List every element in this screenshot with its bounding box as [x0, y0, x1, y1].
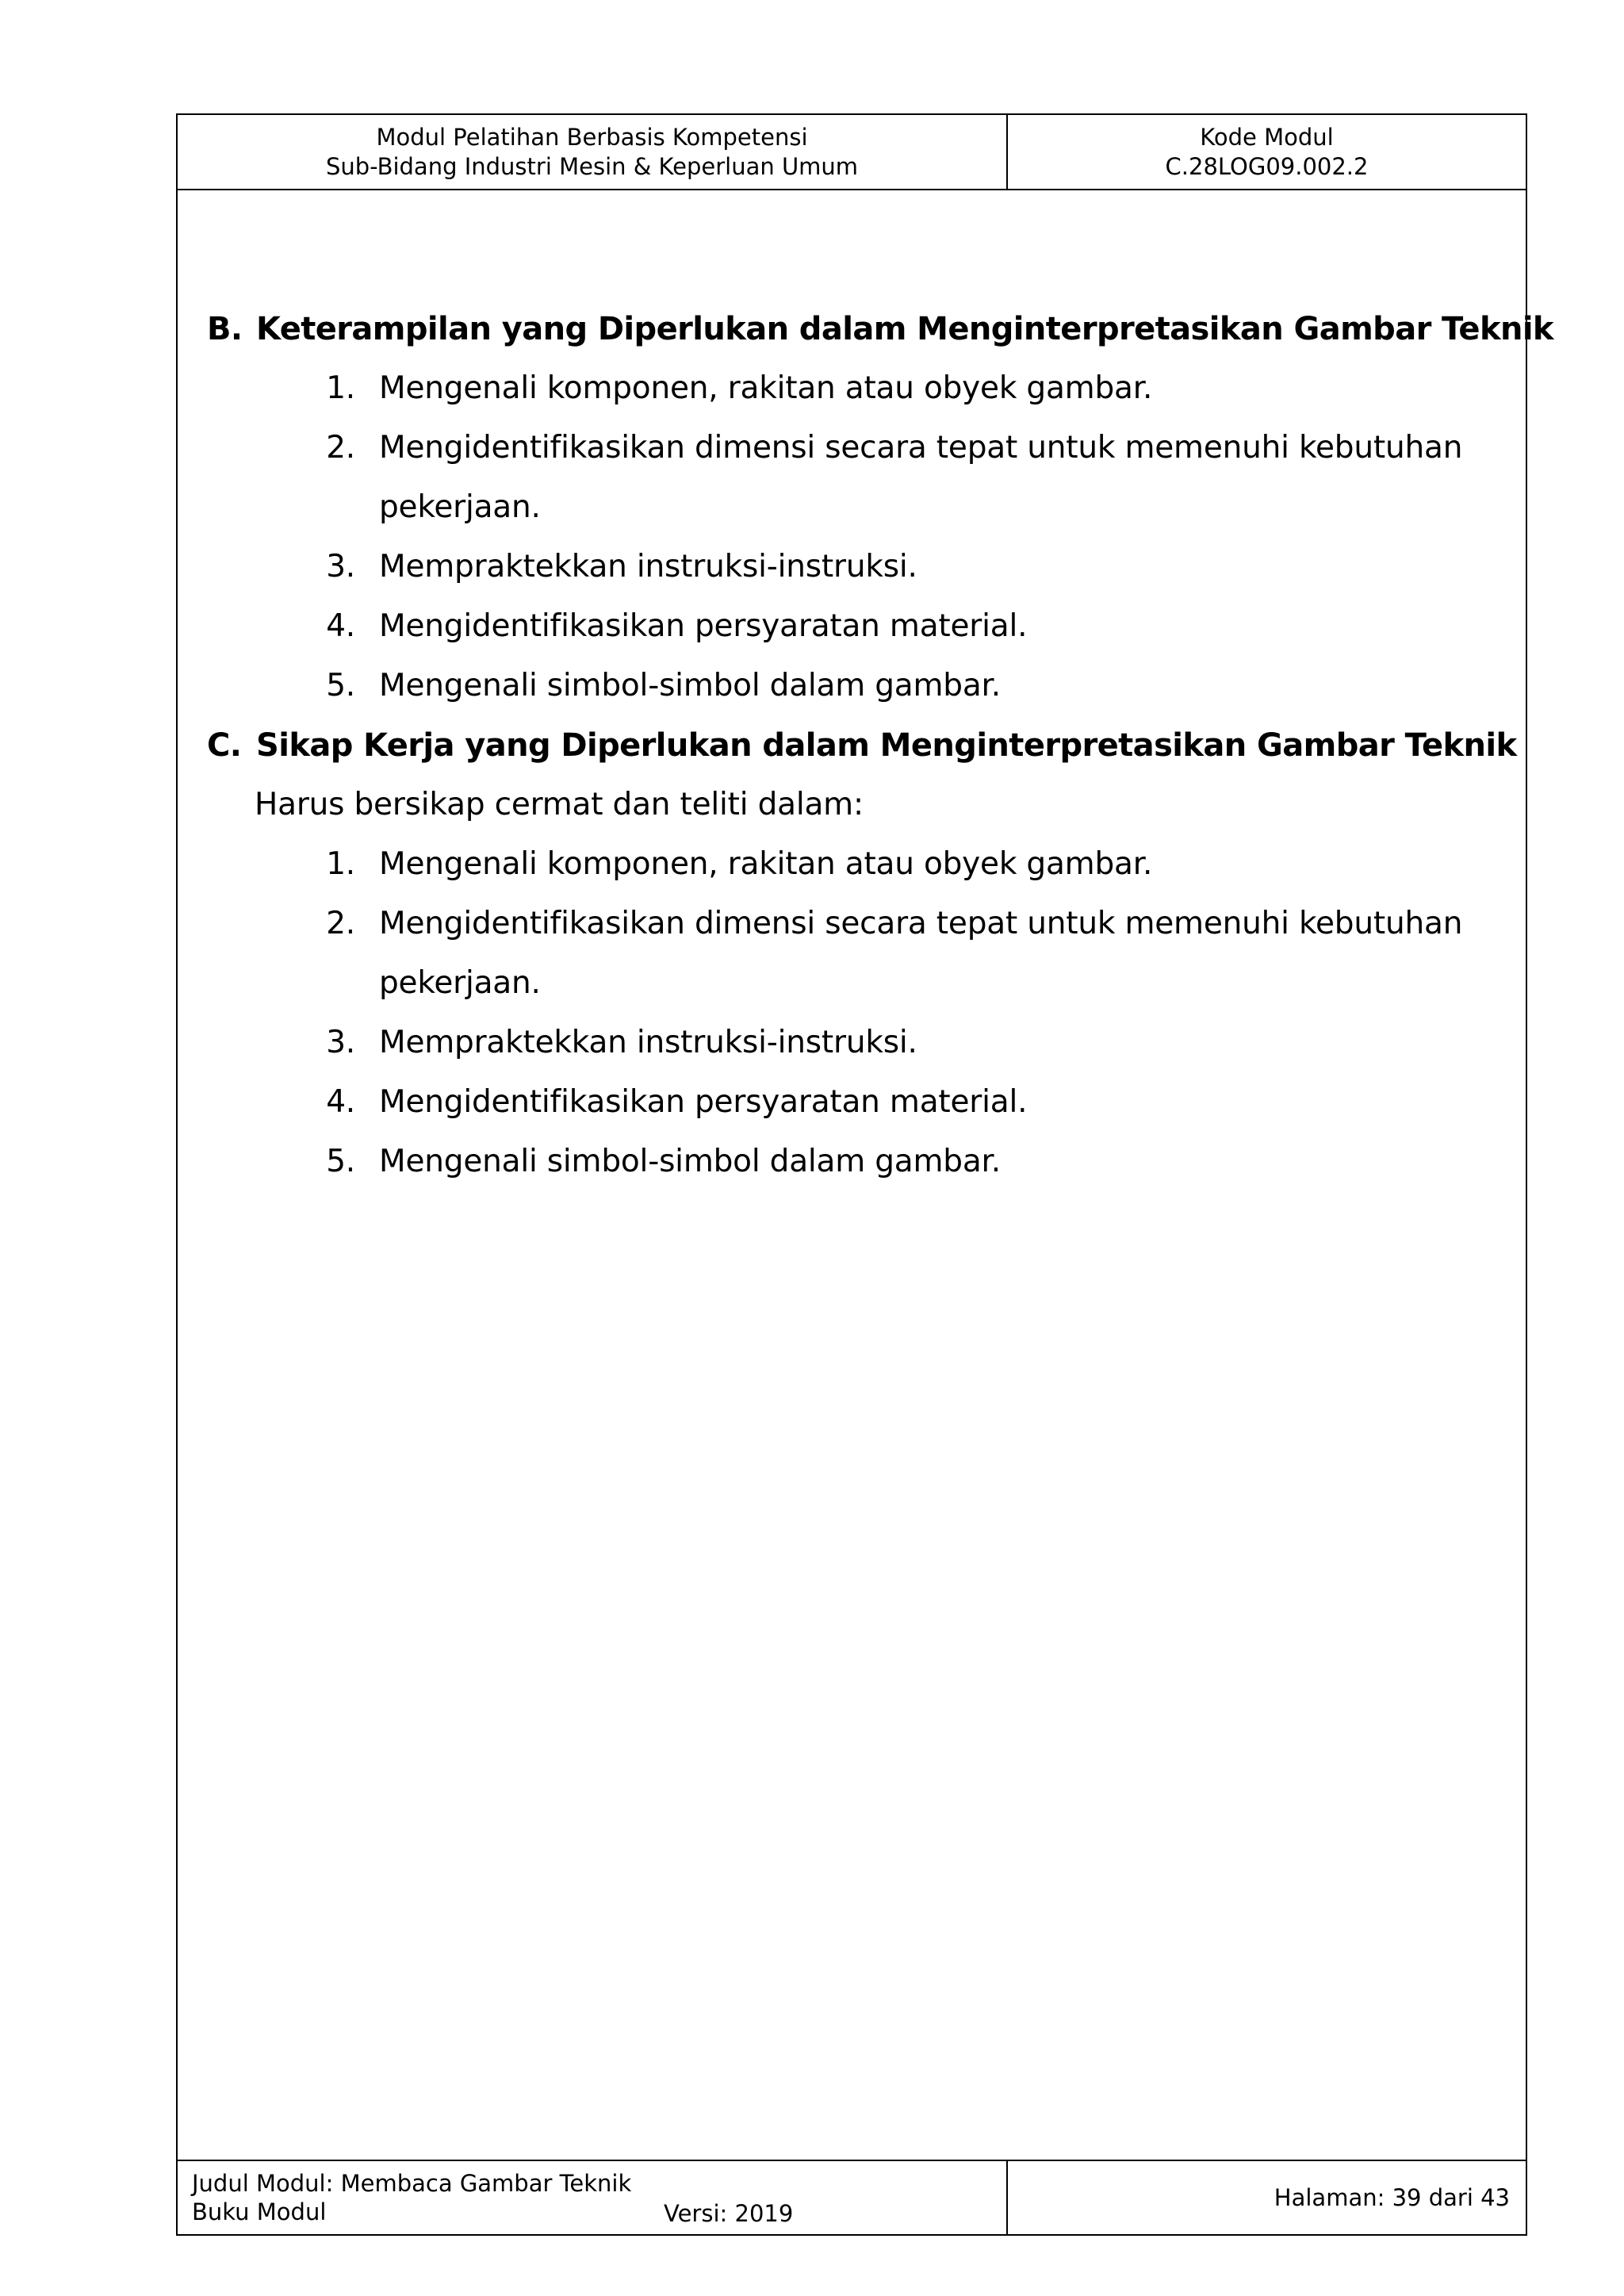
header-module-title: Modul Pelatihan Berbasis Kompetensi [376, 123, 808, 151]
footer-version: Versi: 2019 [664, 2200, 794, 2227]
section-b-heading [207, 307, 1553, 351]
header-sub-field: Sub-Bidang Industri Mesin & Keperluan Umum [325, 152, 859, 180]
list-item-number: 4. [326, 1084, 355, 1120]
list-item-text: Mempraktekkan instruksi-instruksi. [379, 1025, 917, 1060]
section-c-title: Sikap Kerja yang Diperlukan dalam Menginterpretasikan Gambar Teknik [256, 727, 1517, 764]
page-frame [176, 113, 1553, 2236]
list-item-number: 3. [326, 549, 355, 585]
list-item-number: 1. [326, 370, 355, 406]
page-footer [178, 2160, 1526, 2234]
list-item-number: 5. [326, 668, 355, 703]
list-item-number: 5. [326, 1144, 355, 1179]
list-item-number: 3. [326, 1025, 355, 1060]
list-item-text: Mengenali komponen, rakitan atau obyek gambar. [379, 370, 1153, 406]
list-item-number: 2. [326, 906, 355, 941]
list-item-text: Mengidentifikasikan dimensi secara tepat untuk memenuhi kebutuhan [379, 906, 1463, 941]
list-item-text: Mengidentifikasikan persyaratan material. [379, 1084, 1028, 1120]
section-b-title: Keterampilan yang Diperlukan dalam Menginterpretasikan Gambar Teknik [256, 311, 1553, 347]
list-item-number: 4. [326, 608, 355, 644]
footer-book-label: Buku Modul [192, 2198, 327, 2225]
list-item-text: pekerjaan. [379, 489, 541, 525]
list-item-text: Mengenali komponen, rakitan atau obyek gambar. [379, 846, 1153, 882]
section-c-intro: Harus bersikap cermat dan teliti dalam: [255, 787, 864, 822]
list-item-text: Mempraktekkan instruksi-instruksi. [379, 549, 917, 585]
header-code-value: C.28LOG09.002.2 [1165, 152, 1369, 180]
section-c-letter: C. [207, 727, 242, 764]
list-item-text: pekerjaan. [379, 965, 541, 1001]
header-code-label: Kode Modul [1200, 123, 1334, 151]
header-module-code [1008, 115, 1526, 189]
footer-page-number: Halaman: 39 dari 43 [1274, 2184, 1510, 2211]
list-item-text: Mengidentifikasikan dimensi secara tepat untuk memenuhi kebutuhan [379, 430, 1463, 466]
footer-module-info [178, 2161, 1008, 2234]
section-b-letter: B. [207, 311, 243, 347]
footer-page-info [1008, 2161, 1526, 2234]
header-module-info [178, 115, 1008, 189]
list-item-number: 2. [326, 430, 355, 466]
list-item-number: 1. [326, 846, 355, 882]
list-item-text: Mengidentifikasikan persyaratan material. [379, 608, 1028, 644]
list-item-text: Mengenali simbol-simbol dalam gambar. [379, 1144, 1001, 1179]
section-c-heading [207, 723, 1516, 768]
page-header [178, 115, 1526, 190]
footer-module-title: Judul Modul: Membaca Gambar Teknik [192, 2170, 632, 2197]
list-item-text: Mengenali simbol-simbol dalam gambar. [379, 668, 1001, 703]
